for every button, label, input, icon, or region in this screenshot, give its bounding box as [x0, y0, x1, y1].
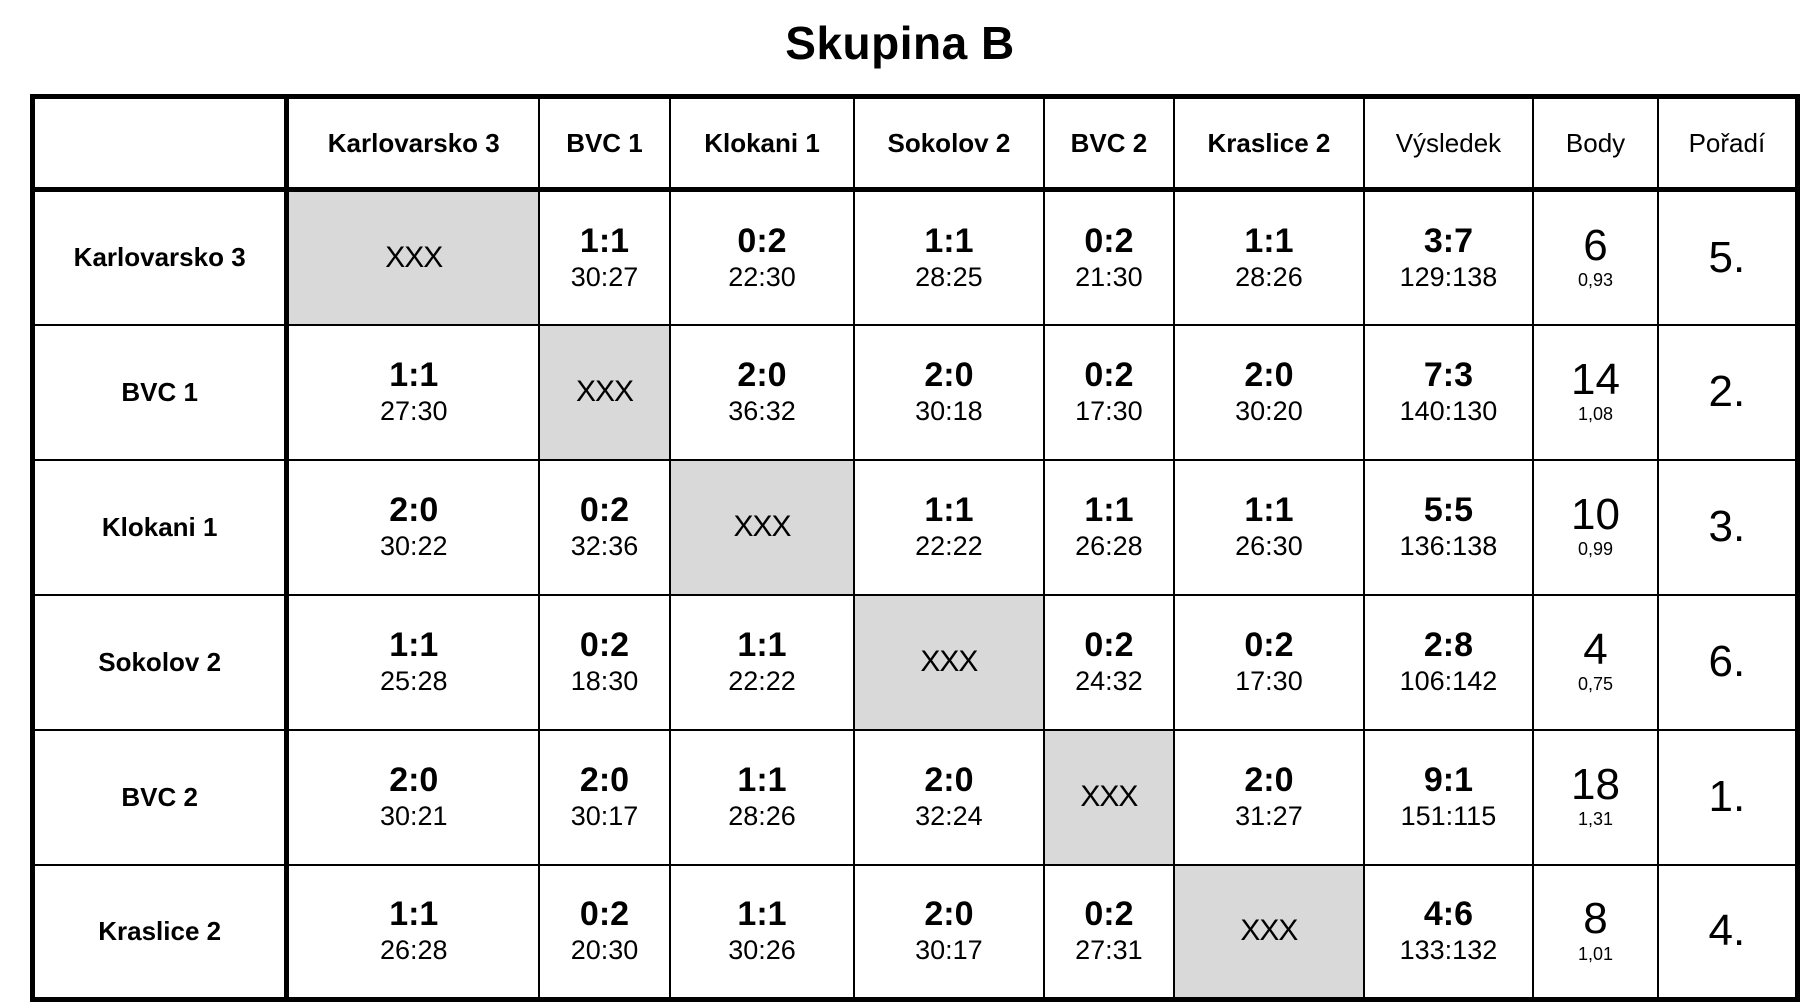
match-points: 28:26 — [1235, 261, 1303, 292]
match-cell — [670, 325, 854, 460]
points-value: 18 — [1571, 760, 1620, 810]
points-ratio: 0,99 — [1578, 539, 1614, 560]
match-points: 30:21 — [379, 801, 448, 832]
match-points: 30:27 — [570, 261, 639, 292]
result-total-cell — [1364, 325, 1534, 460]
match-points: 32:24 — [915, 801, 983, 832]
page-title: Skupina B — [785, 17, 1015, 69]
result-total-score: 3:7 — [1423, 221, 1473, 260]
match-score: 0:2 — [1084, 895, 1134, 934]
match-points: 30:17 — [915, 935, 983, 966]
match-score: 2:0 — [1244, 356, 1294, 395]
group-results-table — [30, 94, 1800, 1002]
match-cell — [539, 460, 670, 595]
match-points: 28:25 — [915, 261, 983, 292]
result-total-score: 2:8 — [1423, 626, 1473, 665]
match-score: 0:2 — [579, 491, 630, 530]
result-total-points: 129:138 — [1399, 261, 1498, 292]
column-header-sokolov-2: Sokolov 2 — [854, 97, 1043, 190]
column-header-klokani-1: Klokani 1 — [670, 97, 854, 190]
self-match-cell: XXX — [1174, 865, 1363, 1000]
rank-cell: 5. — [1658, 190, 1798, 325]
match-points: 31:27 — [1235, 801, 1303, 832]
match-cell — [1044, 325, 1175, 460]
result-total-score: 7:3 — [1423, 356, 1473, 395]
result-total-cell — [1364, 460, 1534, 595]
points-value: 14 — [1571, 355, 1620, 405]
table-row-sokolov-2 — [33, 595, 1798, 730]
match-points: 36:32 — [728, 396, 796, 427]
match-cell — [1174, 190, 1363, 325]
match-score: 1:1 — [389, 895, 439, 934]
column-header-karlovarsko-3: Karlovarsko 3 — [287, 97, 539, 190]
match-cell — [539, 730, 670, 865]
match-score: 1:1 — [1244, 491, 1294, 530]
match-cell — [1174, 730, 1363, 865]
points-ratio: 0,75 — [1578, 674, 1614, 695]
row-team-label: Karlovarsko 3 — [33, 190, 287, 325]
match-score: 1:1 — [924, 221, 974, 260]
self-match-cell: XXX — [1044, 730, 1175, 865]
row-team-label: BVC 1 — [33, 325, 287, 460]
row-team-label: Kraslice 2 — [33, 865, 287, 1000]
match-points: 27:30 — [379, 396, 448, 427]
points-cell — [1533, 730, 1658, 865]
column-header-body: Body — [1533, 97, 1658, 190]
result-total-cell — [1364, 730, 1534, 865]
match-cell — [670, 865, 854, 1000]
match-cell — [1044, 595, 1175, 730]
table-row-bvc-2 — [33, 730, 1798, 865]
points-value: 6 — [1583, 220, 1608, 270]
result-total-points: 136:138 — [1399, 531, 1498, 562]
points-ratio: 1,08 — [1578, 404, 1614, 425]
match-cell — [539, 865, 670, 1000]
match-score: 1:1 — [579, 221, 630, 260]
table-row-karlovarsko-3 — [33, 190, 1798, 325]
match-cell — [854, 325, 1043, 460]
column-header-bvc-2: BVC 2 — [1044, 97, 1175, 190]
match-points: 17:30 — [1075, 396, 1143, 427]
points-ratio: 1,01 — [1578, 943, 1614, 964]
self-match-cell: XXX — [539, 325, 670, 460]
match-cell — [670, 595, 854, 730]
rank-cell: 3. — [1658, 460, 1798, 595]
match-points: 32:36 — [570, 531, 639, 562]
match-score: 0:2 — [579, 626, 630, 665]
match-score: 1:1 — [924, 491, 974, 530]
row-team-label: Sokolov 2 — [33, 595, 287, 730]
match-cell — [1174, 325, 1363, 460]
match-cell — [670, 730, 854, 865]
match-points: 24:32 — [1075, 666, 1143, 697]
table-row-bvc-1 — [33, 325, 1798, 460]
points-ratio: 0,93 — [1578, 270, 1614, 291]
match-score: 2:0 — [737, 356, 787, 395]
points-ratio: 1,31 — [1578, 809, 1614, 830]
points-cell — [1533, 865, 1658, 1000]
match-cell — [287, 730, 539, 865]
match-points: 21:30 — [1075, 261, 1143, 292]
match-cell — [1044, 865, 1175, 1000]
column-header-bvc-1: BVC 1 — [539, 97, 670, 190]
match-cell — [1174, 460, 1363, 595]
row-team-label: BVC 2 — [33, 730, 287, 865]
match-cell — [539, 595, 670, 730]
result-total-score: 5:5 — [1423, 491, 1473, 530]
match-points: 30:20 — [1235, 396, 1303, 427]
match-cell — [1174, 595, 1363, 730]
match-points: 20:30 — [570, 935, 639, 966]
match-points: 30:18 — [915, 396, 983, 427]
rank-cell: 1. — [1658, 730, 1798, 865]
result-total-score: 4:6 — [1423, 895, 1473, 934]
match-score: 0:2 — [1244, 626, 1294, 665]
match-score: 0:2 — [1084, 356, 1134, 395]
result-total-points: 133:132 — [1399, 935, 1498, 966]
result-total-cell — [1364, 865, 1534, 1000]
self-match-cell: XXX — [670, 460, 854, 595]
points-cell — [1533, 595, 1658, 730]
corner-cell — [33, 97, 287, 190]
self-match-cell: XXX — [854, 595, 1043, 730]
match-score: 2:0 — [924, 356, 974, 395]
column-header-pořadí: Pořadí — [1658, 97, 1798, 190]
points-cell — [1533, 190, 1658, 325]
match-points: 25:28 — [379, 666, 448, 697]
result-total-cell — [1364, 595, 1534, 730]
match-score: 0:2 — [1084, 221, 1134, 260]
table-body — [33, 190, 1798, 1000]
points-value: 10 — [1571, 490, 1620, 540]
match-score: 0:2 — [737, 221, 787, 260]
points-cell — [1533, 460, 1658, 595]
result-total-points: 140:130 — [1399, 396, 1498, 427]
match-score: 1:1 — [737, 761, 787, 800]
match-points: 22:22 — [915, 531, 983, 562]
match-score: 2:0 — [579, 761, 630, 800]
match-points: 22:22 — [728, 666, 796, 697]
column-header-výsledek: Výsledek — [1364, 97, 1534, 190]
self-match-cell: XXX — [287, 190, 539, 325]
result-total-score: 9:1 — [1423, 761, 1473, 800]
match-points: 18:30 — [570, 666, 639, 697]
match-cell — [287, 595, 539, 730]
match-points: 17:30 — [1235, 666, 1303, 697]
match-points: 26:28 — [1075, 531, 1143, 562]
match-score: 2:0 — [1244, 761, 1294, 800]
rank-cell: 2. — [1658, 325, 1798, 460]
match-score: 0:2 — [1084, 626, 1134, 665]
match-score: 2:0 — [924, 895, 974, 934]
match-score: 1:1 — [737, 626, 787, 665]
match-score: 2:0 — [389, 491, 439, 530]
header-row — [33, 97, 1798, 190]
match-cell — [670, 190, 854, 325]
match-cell — [287, 325, 539, 460]
points-cell — [1533, 325, 1658, 460]
rank-cell: 4. — [1658, 865, 1798, 1000]
match-cell — [539, 190, 670, 325]
column-header-kraslice-2: Kraslice 2 — [1174, 97, 1363, 190]
points-value: 4 — [1583, 625, 1608, 675]
rank-cell: 6. — [1658, 595, 1798, 730]
match-points: 22:30 — [728, 261, 796, 292]
match-score: 1:1 — [389, 626, 439, 665]
match-points: 28:26 — [728, 801, 796, 832]
match-score: 2:0 — [924, 761, 974, 800]
match-score: 1:1 — [737, 895, 787, 934]
match-points: 27:31 — [1075, 935, 1143, 966]
match-points: 26:28 — [379, 935, 448, 966]
match-score: 2:0 — [389, 761, 439, 800]
match-points: 26:30 — [1235, 531, 1303, 562]
match-cell — [854, 730, 1043, 865]
match-cell — [854, 460, 1043, 595]
match-score: 0:2 — [579, 895, 630, 934]
match-points: 30:22 — [379, 531, 448, 562]
match-cell — [1044, 460, 1175, 595]
points-value: 8 — [1583, 894, 1608, 944]
match-cell — [854, 865, 1043, 1000]
match-score: 1:1 — [1244, 221, 1294, 260]
result-total-points: 151:115 — [1400, 801, 1497, 832]
match-cell — [1044, 190, 1175, 325]
row-team-label: Klokani 1 — [33, 460, 287, 595]
match-points: 30:17 — [570, 801, 639, 832]
result-total-cell — [1364, 190, 1534, 325]
result-total-points: 106:142 — [1399, 666, 1498, 697]
table-row-klokani-1 — [33, 460, 1798, 595]
match-cell — [287, 460, 539, 595]
match-points: 30:26 — [728, 935, 796, 966]
match-cell — [854, 190, 1043, 325]
table-row-kraslice-2 — [33, 865, 1798, 1000]
table-head — [33, 97, 1798, 190]
match-score: 1:1 — [1084, 491, 1134, 530]
match-cell — [287, 865, 539, 1000]
match-score: 1:1 — [389, 356, 439, 395]
